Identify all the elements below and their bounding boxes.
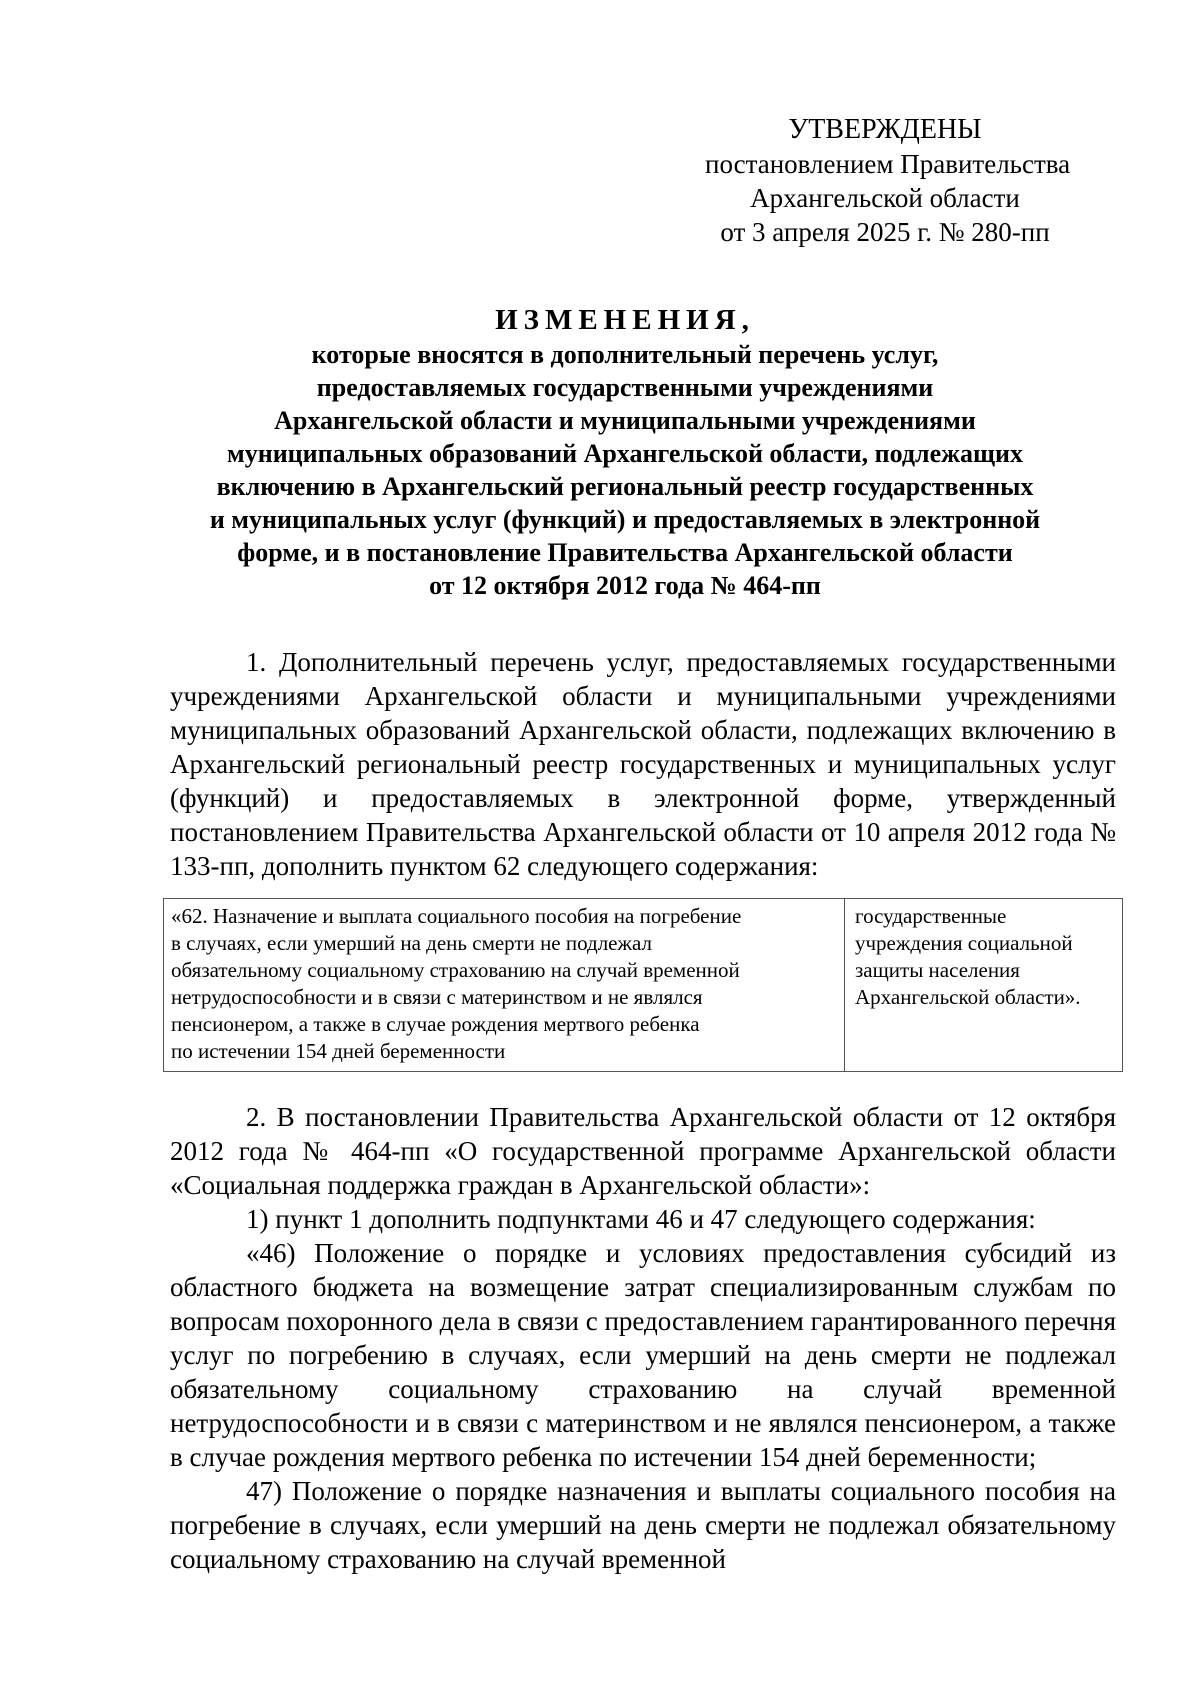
title-line: включению в Архангельский региональный реестр государственных xyxy=(216,472,1034,501)
section-2-intro: 2. В постановлении Правительства Архангельской области от 12 октября 2012 года № 464-пп «О государственной программе Архангельской области «Социальная поддержка граждан в Архангельской области»: xyxy=(170,1102,1116,1200)
title-line: и муниципальных услуг (функций) и предоставляемых в электронной xyxy=(209,505,1041,534)
approval-line-2: постановлением Правительства xyxy=(705,149,1071,179)
title-line: предоставляемых государственными учреждениями xyxy=(316,373,934,402)
approval-date: от 3 апреля 2025 г. № 280-пп xyxy=(720,217,1050,247)
item-47: 47) Положение о порядке назначения и выплаты социального пособия на погребение в случаях, если умерший на день смерти не подлежал обязательному социальному страхованию на случай временной xyxy=(170,1476,1116,1574)
title-heading: ИЗМЕНЕНИЯ, xyxy=(495,304,755,336)
approval-line-3: Архангельской области xyxy=(750,183,1020,213)
table-line: обязательному социальному страхованию на случай временной xyxy=(171,958,740,982)
table-line: защиты населения xyxy=(855,958,1020,982)
section-1 xyxy=(170,645,1116,883)
table-line: государственные xyxy=(855,904,1007,928)
table-line: Архангельской области». xyxy=(855,985,1081,1009)
title-line: которые вносятся в дополнительный перечень услуг, xyxy=(311,340,939,369)
table-line: пенсионером, а также в случае рождения мертвого ребенка xyxy=(171,1012,700,1036)
approval-stamp xyxy=(705,113,1071,249)
table-line: в случаях, если умерший на день смерти не подлежал xyxy=(171,931,652,955)
table-line: по истечении 154 дней беременности xyxy=(171,1039,506,1063)
title-line: муниципальных образований Архангельской области, подлежащих xyxy=(227,439,1023,468)
table-cell-provider xyxy=(845,899,1122,1071)
title-line: от 12 октября 2012 года № 464-пп xyxy=(429,571,821,600)
table-line: «62. Назначение и выплата социального пособия на погребение xyxy=(171,904,742,928)
item-1: 1) пункт 1 дополнить подпунктами 46 и 47 следующего содержания: xyxy=(246,1204,1036,1234)
title-line: Архангельской области и муниципальными учреждениями xyxy=(274,406,976,435)
table-line: учреждения социальной xyxy=(855,931,1073,955)
table-cell-service xyxy=(164,899,845,1071)
document-title xyxy=(150,302,1100,602)
item-46: «46) Положение о порядке и условиях предоставления субсидий из областного бюджета на возмещение затрат специализированным службам по вопросам похоронного дела в связи с предоставлением гарантированного перечня услуг по погребению в случаях, если умерший на день смерти не подлежал обязательному социальному страхованию на случай временной нетрудоспособности и в связи с материнством и не являлся пенсионером, а также в случае рождения мертвого ребенка по истечении 154 дней беременности; xyxy=(170,1238,1116,1472)
section-2 xyxy=(170,1100,1116,1576)
title-line: форме, и в постановление Правительства Архангельской области xyxy=(237,538,1013,567)
approval-heading: УТВЕРЖДЕНЫ xyxy=(788,114,982,145)
section-1-text: 1. Дополнительный перечень услуг, предоставляемых государственными учреждениями Архангельской области и муниципальными учреждениями муниципальных образований Архангельской области, подлежащих включению в Архангельский региональный реестр государственных и муниципальных услуг (функций) и предоставляемых в электронной форме, утвержденный постановлением Правительства Архангельской области от 10 апреля 2012 года № 133-пп, дополнить пунктом 62 следующего содержания: xyxy=(170,647,1116,881)
amendment-table xyxy=(163,898,1123,1072)
table-line: нетрудоспособности и в связи с материнством и не являлся xyxy=(171,985,703,1009)
